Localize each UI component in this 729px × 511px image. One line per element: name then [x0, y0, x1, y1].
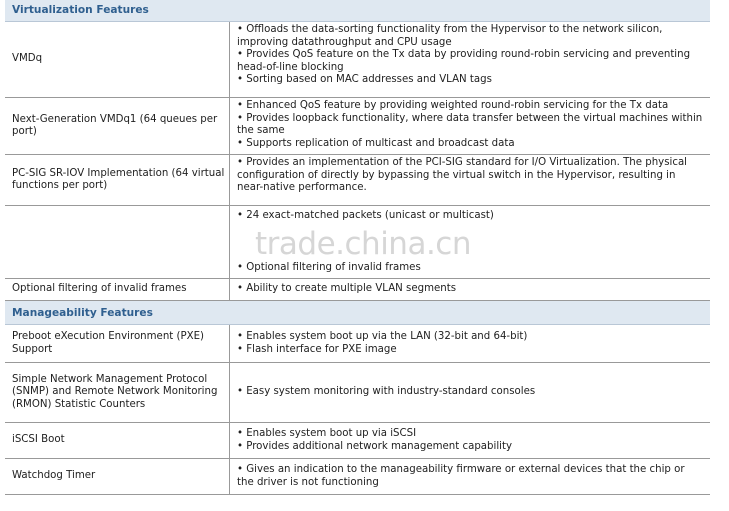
- watermark: trade.china.cn: [255, 226, 471, 262]
- feature-description: [231, 459, 710, 494]
- feature-name: [5, 206, 230, 278]
- feature-description: [231, 325, 710, 362]
- bullet-item: • Flash interface for PXE image: [237, 343, 397, 355]
- table-row-iscsi: [5, 423, 710, 459]
- table-row-snmp: [5, 363, 710, 423]
- feature-description: [231, 98, 710, 154]
- feature-name: PC-SIG SR-IOV Implementation (64 virtual functions per port): [5, 155, 230, 205]
- feature-name: Optional filtering of invalid frames: [5, 279, 230, 300]
- feature-name: iSCSI Boot: [5, 423, 230, 458]
- table-row-pxe: [5, 325, 710, 363]
- table-row-sr-iov: [5, 155, 710, 206]
- feature-name: Watchdog Timer: [5, 459, 230, 494]
- bullet-item: • Supports replication of multicast and broadcast data: [237, 137, 515, 149]
- feature-description: [231, 279, 710, 300]
- feature-description: [231, 363, 710, 422]
- table-row-vmdq: [5, 22, 710, 98]
- bullet-item: • Provides additional network management capability: [237, 440, 513, 452]
- bullet-item: • Easy system monitoring with industry-standard consoles: [237, 386, 536, 398]
- bullet-item: • Sorting based on MAC addresses and VLAN tags: [237, 74, 492, 85]
- feature-description: [231, 22, 710, 97]
- bullet-item: • Provides an implementation of the PCI-SIG standard for I/O Virtualization. The physical configuration of directly by bypassing the virtual switch in the Hypervisor, resulting in near-native performance.: [237, 157, 688, 193]
- table-row-watchdog: [5, 459, 710, 495]
- feature-description: [231, 423, 710, 458]
- table-row-filtering: [5, 279, 710, 301]
- feature-description: [231, 155, 710, 205]
- feature-name: VMDq: [5, 22, 230, 97]
- table-row-vmdq1: [5, 98, 710, 155]
- bullet-item: • Gives an indication to the manageability firmware or external devices that the chip or the driver is not functioning: [237, 464, 685, 488]
- section-title: Manageability Features: [12, 307, 153, 319]
- bullet-item: • Enables system boot up via the LAN (32-bit and 64-bit): [237, 331, 528, 342]
- bullet-item: • Provides QoS feature on the Tx data by providing round-robin servicing and preventing head-of-line blocking: [237, 49, 691, 73]
- bullet-item: • Ability to create multiple VLAN segments: [237, 283, 457, 295]
- bullet-item: • Enables system boot up via iSCSI: [237, 428, 417, 439]
- feature-name: Simple Network Management Protocol (SNMP) and Remote Network Monitoring (RMON) Statistic Counters: [5, 363, 230, 422]
- bullet-item: • Provides loopback functionality, where data transfer between the virtual machines within the same: [237, 112, 703, 136]
- bullet-item: • 24 exact-matched packets (unicast or multicast): [237, 210, 494, 221]
- bullet-item: • Offloads the data-sorting functionality from the Hypervisor to the network silicon, improving datathroughput and CPU usage: [237, 24, 663, 48]
- feature-name: Next-Generation VMDq1 (64 queues per port): [5, 98, 230, 154]
- bullet-item: • Optional filtering of invalid frames: [237, 262, 421, 273]
- bullet-item: • Enhanced QoS feature by providing weighted round-robin servicing for the Tx data: [237, 100, 669, 111]
- feature-name: Preboot eXecution Environment (PXE) Support: [5, 325, 230, 362]
- section-header-manageability: [5, 301, 710, 325]
- section-header-virtualization: [5, 0, 710, 22]
- section-title: Virtualization Features: [12, 4, 149, 16]
